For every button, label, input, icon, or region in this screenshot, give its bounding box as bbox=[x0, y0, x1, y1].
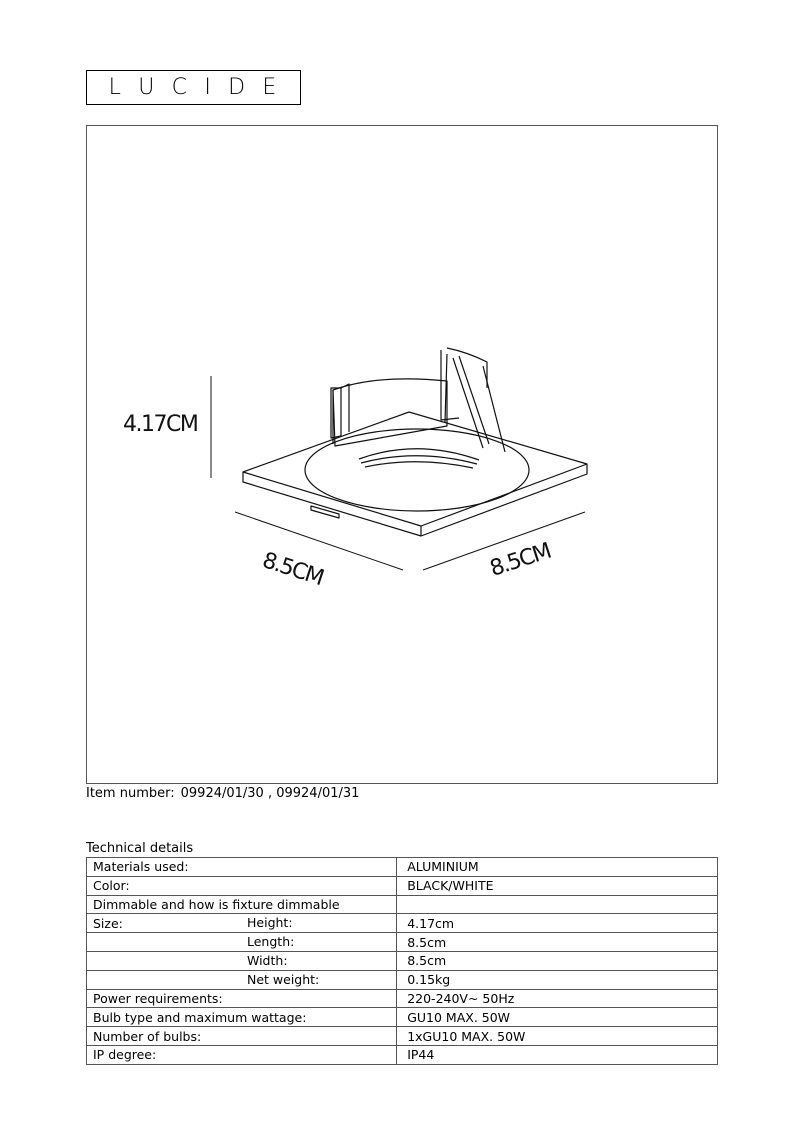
row-value: 220-240V~ 50Hz bbox=[397, 989, 718, 1008]
row-value: 8.5cm bbox=[397, 951, 718, 970]
logo-letter: I bbox=[204, 75, 213, 100]
table-row bbox=[87, 858, 718, 877]
item-number-label: Item number: bbox=[86, 786, 175, 801]
technical-details-table bbox=[86, 857, 718, 1065]
row-label: Materials used: bbox=[93, 859, 189, 875]
height-dimension-label: 4.17CM bbox=[123, 412, 198, 437]
row-label: IP degree: bbox=[93, 1047, 157, 1063]
row-value: 1xGU10 MAX. 50W bbox=[397, 1027, 718, 1046]
row-label: Dimmable and how is fixture dimmable bbox=[93, 896, 340, 912]
table-row bbox=[87, 914, 718, 933]
row-value: BLACK/WHITE bbox=[397, 876, 718, 895]
logo-letter: E bbox=[262, 75, 279, 100]
row-label: Size: bbox=[93, 915, 123, 931]
row-sublabel: Width: bbox=[247, 952, 288, 968]
table-row bbox=[87, 876, 718, 895]
item-number-value: 09924/01/30 , 09924/01/31 bbox=[180, 786, 360, 801]
row-label: Number of bulbs: bbox=[93, 1028, 202, 1044]
row-sublabel: Height: bbox=[247, 915, 293, 931]
logo-letter: U bbox=[138, 75, 157, 100]
brand-logo bbox=[86, 70, 301, 105]
row-value bbox=[397, 895, 718, 914]
row-value: 0.15kg bbox=[397, 970, 718, 989]
row-value: 8.5cm bbox=[397, 933, 718, 952]
logo-letter: C bbox=[171, 75, 190, 100]
row-value: IP44 bbox=[397, 1045, 718, 1064]
downlight-drawing bbox=[87, 126, 719, 785]
logo-letter: D bbox=[228, 75, 248, 100]
product-drawing-frame bbox=[86, 125, 718, 784]
row-sublabel: Length: bbox=[247, 934, 295, 950]
row-value: 4.17cm bbox=[397, 914, 718, 933]
table-row bbox=[87, 989, 718, 1008]
row-sublabel: Net weight: bbox=[247, 971, 320, 987]
logo-letter: L bbox=[108, 75, 123, 100]
item-number-line bbox=[86, 786, 359, 801]
row-label: Power requirements: bbox=[93, 990, 223, 1006]
table-row bbox=[87, 1045, 718, 1064]
technical-details-title: Technical details bbox=[86, 841, 194, 856]
table-row bbox=[87, 895, 718, 914]
width-dimension-label: 8.5CM bbox=[487, 538, 554, 582]
row-label: Bulb type and maximum wattage: bbox=[93, 1009, 307, 1025]
table-row bbox=[87, 1027, 718, 1046]
row-value: ALUMINIUM bbox=[397, 858, 718, 877]
table-row bbox=[87, 933, 718, 952]
table-row bbox=[87, 1008, 718, 1027]
row-label: Color: bbox=[93, 878, 130, 894]
row-value: GU10 MAX. 50W bbox=[397, 1008, 718, 1027]
table-row bbox=[87, 951, 718, 970]
length-dimension-label: 8.5CM bbox=[259, 548, 326, 591]
table-row bbox=[87, 970, 718, 989]
